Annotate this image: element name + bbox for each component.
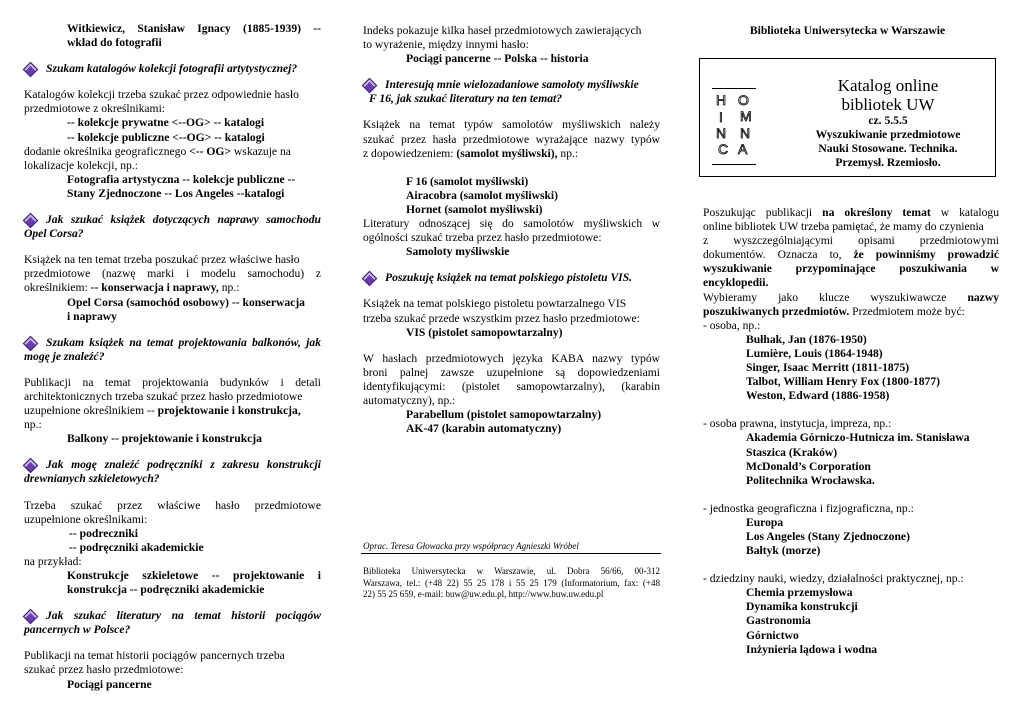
- subject-heading: Stany Zjednoczone -- Los Angeles --katalogi: [67, 186, 285, 200]
- logo-letter: C: [718, 141, 729, 157]
- text-line: Katalogów kolekcji trzeba szukać przez odpowiednie hasło: [24, 88, 299, 102]
- diamond-bullet-icon: [24, 459, 36, 471]
- question-text: Opel Corsa?: [24, 227, 84, 241]
- diamond-bullet-icon: [24, 214, 36, 226]
- logo-letter: N: [740, 125, 751, 141]
- text-line: Książek na temat polskiego pistoletu powtarzalnego VIS: [363, 297, 627, 311]
- question-text: pancernych w Polsce?: [24, 623, 131, 637]
- logo-letter: H: [716, 92, 727, 108]
- title-line: bibliotek UW: [841, 95, 935, 114]
- text-line: Publikacji na temat historii pociągów pancernych trzeba: [24, 649, 285, 663]
- diamond-bullet-icon: [24, 63, 36, 75]
- list-item: Lumière, Louis (1864-1948): [746, 346, 883, 360]
- question-text: Jak szukać książek dotyczących naprawy samochodu: [46, 213, 321, 227]
- university-logo: [700, 86, 761, 166]
- answer-balconies: [24, 376, 321, 446]
- question-photo-collections: [24, 62, 321, 76]
- list-item: Staszica (Kraków): [746, 445, 838, 459]
- part-number: cz. 5.5.5: [868, 114, 908, 127]
- text-line: przedmiotowe (nazwę marki i modelu samochodu) z: [24, 267, 321, 281]
- text-line: Indeks pokazuje kilka haseł przedmiotowych zawierających: [363, 24, 642, 37]
- address-line: Warszawa, tel.: (+48 22) 55 25 178 i 55 25 179 (Informatorium, fax: (+48: [363, 577, 660, 588]
- text-line: Poszukując publikacji na określony temat w katalogu: [703, 206, 999, 219]
- intro-paragraph: [703, 206, 999, 333]
- text-line: ogólności szukać trzeba przez hasło przedmiotowe:: [363, 231, 602, 245]
- logo-letter: N: [716, 125, 727, 141]
- text-line: automatyczny), np.:: [363, 393, 456, 407]
- logo-letter: O: [738, 92, 749, 108]
- subject-heading: Airacobra (samolot myśliwski): [406, 188, 558, 202]
- logo-letter: M: [740, 108, 752, 124]
- question-text: Interesują mnie wielozadaniowe samoloty myśliwskie: [385, 78, 639, 92]
- catalog-title: [780, 76, 996, 170]
- list-item: Bułhak, Jan (1876-1950): [746, 332, 867, 346]
- subtitle-line: Przemysł. Rzemiosło.: [835, 156, 941, 170]
- diamond-bullet-icon: [363, 272, 375, 284]
- question-vis-pistol: [363, 271, 660, 285]
- question-text: F 16, jak szukać literatury na ten temat?: [369, 92, 563, 106]
- text-line: szukać przez hasła przedmiotowe wyrażające nazwy typów: [363, 132, 660, 146]
- text-line: - dziedziny nauki, wiedzy, działalności praktycznej, np.:: [703, 572, 964, 586]
- answer-photo-collections: [24, 88, 321, 201]
- logo-letter: I: [719, 109, 723, 125]
- text-line: np.:: [24, 418, 42, 432]
- text-line: broni palnej zawsze uzupełnione są dopowiedzeniami: [363, 365, 660, 379]
- answer-opel-corsa: [24, 253, 321, 323]
- answer-vis-pistol: [363, 297, 660, 339]
- kaba-weapons: [363, 352, 660, 437]
- answer-timber-frame: [24, 499, 321, 598]
- subject-heading: -- podręczniki akademickie: [69, 540, 204, 554]
- text-line: uzupełnione określnikami:: [24, 512, 148, 526]
- question-text: Jak mogę znaleźć podręczniki z zakresu konstrukcji: [46, 458, 321, 472]
- answer-armoured-trains: [24, 649, 321, 691]
- subtitle-line: Nauki Stosowane. Technika.: [818, 142, 958, 156]
- subject-heading: i naprawy: [67, 309, 117, 323]
- question-text: Szukam katalogów kolekcji fotografii artytystycznej?: [46, 62, 298, 76]
- text-line: uzupełnione określnikiem -- projektowanie i konstrukcja,: [24, 404, 301, 418]
- question-text: Szukam książek na temat projektowania balkonów, jak: [46, 335, 321, 349]
- list-item: Politechnika Wrocławska.: [746, 473, 875, 487]
- text-line: - jednostka geograficzna i fizjograficzna, np.:: [703, 501, 914, 515]
- list-item: Talbot, William Henry Fox (1800-1877): [746, 375, 940, 389]
- list-item: Gastronomia: [746, 614, 811, 628]
- text-line: wyszukiwanie przypominające poszukiwania w: [703, 262, 999, 276]
- subject-heading: -- podreczniki: [69, 526, 139, 540]
- text-line: szukać przez hasło przedmiotowe:: [24, 663, 184, 677]
- text-line: identyfikującymi: (pistolet samopowtarzalny), (karabin: [363, 379, 660, 393]
- list-item: Inżynieria lądowa i wodna: [746, 642, 878, 656]
- list-item: Akademia Górniczo-Hutnicza im. Stanisława: [746, 431, 970, 445]
- subject-heading: Pociągi pancerne -- Polska -- historia: [406, 52, 589, 66]
- credit-line: Oprac. Teresa Głowacka przy współpracy Agnieszki Wróbel: [363, 541, 579, 551]
- text-line: określnikiem: -- konserwacja i naprawy, np.:: [24, 281, 240, 295]
- subject-heading: -- kolekcje publiczne <--OG> -- katalogi: [67, 130, 265, 144]
- title-line: Katalog online: [837, 76, 939, 95]
- heading-line-1: Witkiewicz, Stanisław Ignacy (1885-1939) --: [67, 22, 321, 35]
- text-line: na przykład:: [24, 554, 82, 568]
- subject-heading: F 16 (samolot myśliwski): [406, 174, 529, 188]
- list-item: Bałtyk (morze): [746, 544, 821, 558]
- text-line: z wyszczególniającymi opisami przedmiotowymi: [703, 234, 999, 248]
- address-line: 22) 55 25 659, e-mail: buw@uw.edu.pl, http://www.buw.uw.edu.pl: [363, 589, 604, 599]
- question-f16: [363, 78, 660, 92]
- list-item: McDonald’s Corporation: [746, 459, 871, 473]
- column-left: [24, 0, 321, 692]
- question-timber-frame: [24, 458, 321, 472]
- question-text: mogę je znaleźć?: [24, 349, 105, 363]
- question-balconies: [24, 336, 321, 350]
- column-middle: [363, 0, 660, 599]
- text-line: z dopowiedzeniem: (samolot myśliwski), np.:: [363, 146, 579, 160]
- subject-heading: Konstrukcje szkieletowe -- projektowanie i: [67, 569, 321, 582]
- subject-heading: konstrukcja -- podręczniki akademickie: [67, 583, 265, 597]
- question-text: drewnianych szkieletowych?: [24, 472, 160, 486]
- institution-examples: [703, 431, 999, 487]
- list-item: Los Angeles (Stany Zjednoczone): [746, 529, 910, 543]
- subject-heading: Balkony -- projektowanie i konstrukcja: [67, 432, 262, 446]
- question-text: Jak szukać literatury na temat historii pociągów: [46, 609, 321, 623]
- text-line: Książek na temat typów samolotów myśliwskich należy: [363, 118, 660, 132]
- text-line: architektonicznych trzeba szukać przez hasło przedmiotowe: [24, 389, 303, 403]
- text-line: Trzeba szukać przez właściwe hasło przedmiotowe: [24, 498, 321, 512]
- text-line: - osoba, np.:: [703, 318, 761, 332]
- person-examples: [703, 333, 999, 403]
- question-armoured-trains: [24, 609, 321, 623]
- list-item: Górnictwo: [746, 628, 799, 642]
- logo-letter: A: [738, 141, 748, 157]
- text-line: Publikacji na temat projektowania budynków i detali: [24, 375, 321, 389]
- field-examples: [703, 586, 999, 656]
- text-line: Wybieramy jako klucze wyszukiwawcze nazwy: [703, 290, 999, 304]
- heading-line-2: wkład do fotografii: [67, 36, 162, 50]
- subject-heading: -- kolekcje prywatne <--OG> -- katalogi: [67, 116, 265, 130]
- subject-heading: Parabellum (pistolet samopowtarzalny): [406, 408, 602, 422]
- subject-heading: Fotografia artystyczna -- kolekcje publiczne --: [67, 172, 296, 186]
- subject-heading: Hornet (samolot myśliwski): [406, 202, 543, 216]
- place-examples: [703, 516, 999, 558]
- column-right: [703, 206, 999, 657]
- text-line: trzeba szukać przede wszystkim przez hasło przedmiotowe:: [363, 311, 640, 325]
- list-item: Weston, Edward (1886-1958): [746, 389, 890, 403]
- address-line: Biblioteka Uniwersytecka w Warszawie, ul. Dobra 56/66, 00-312: [363, 566, 660, 576]
- subtitle-line: Wyszukiwanie przedmiotowe: [815, 128, 961, 142]
- footer-divider: [361, 553, 661, 554]
- text-line: online bibliotek UW trzeba pamiętać, że mamy do czynienia: [703, 220, 984, 234]
- subject-heading: Opel Corsa (samochód osobowy) -- konserwacja: [67, 295, 305, 309]
- answer-f16: [363, 118, 660, 259]
- list-item: Singer, Isaac Merritt (1811-1875): [746, 361, 910, 375]
- text-line: Literatury odnoszącej się do samolotów myśliwskich w: [363, 217, 660, 231]
- text-line: W hasłach przedmiotowych języka KABA nazwy typów: [363, 351, 660, 365]
- list-item: Dynamika konstrukcji: [746, 600, 858, 614]
- question-text: Poszukuję książek na temat polskiego pistoletu VIS.: [385, 271, 633, 285]
- list-item: Chemia przemysłowa: [746, 586, 853, 600]
- text-line: Książek na ten temat trzeba poszukać przez właściwe hasło: [24, 253, 300, 267]
- diamond-bullet-icon: [363, 79, 375, 91]
- diamond-bullet-icon: [24, 337, 36, 349]
- subject-heading: Samoloty myśliwskie: [406, 245, 510, 259]
- text-line: przedmiotowe z określnikami:: [24, 102, 166, 116]
- library-address: [363, 566, 660, 601]
- subject-heading: VIS (pistolet samopowtarzalny): [406, 325, 563, 339]
- subject-heading: Pociągi pancerne: [67, 677, 152, 691]
- text-line: lokalizacje kolekcji, np.:: [24, 158, 138, 172]
- text-line: encyklopedii.: [703, 276, 769, 290]
- diamond-bullet-icon: [24, 610, 36, 622]
- text-line: dodanie określnika geograficznego <-- OG> wskazuje na: [24, 144, 291, 158]
- list-item: Europa: [746, 515, 784, 529]
- library-name: Biblioteka Uniwersytecka w Warszawie: [749, 24, 946, 37]
- text-line: - osoba prawna, instytucja, impreza, np.:: [703, 417, 892, 431]
- text-line: poszukiwanych przedmiotów. Przedmiotem może być:: [703, 304, 965, 318]
- subject-heading: AK-47 (karabin automatyczny): [406, 422, 562, 436]
- text-line: to wyrażenie, między innymi hasło:: [363, 38, 529, 52]
- text-line: dokumentów. Oznacza to, że powinniśmy prowadzić: [703, 248, 999, 262]
- question-opel-corsa: [24, 213, 321, 227]
